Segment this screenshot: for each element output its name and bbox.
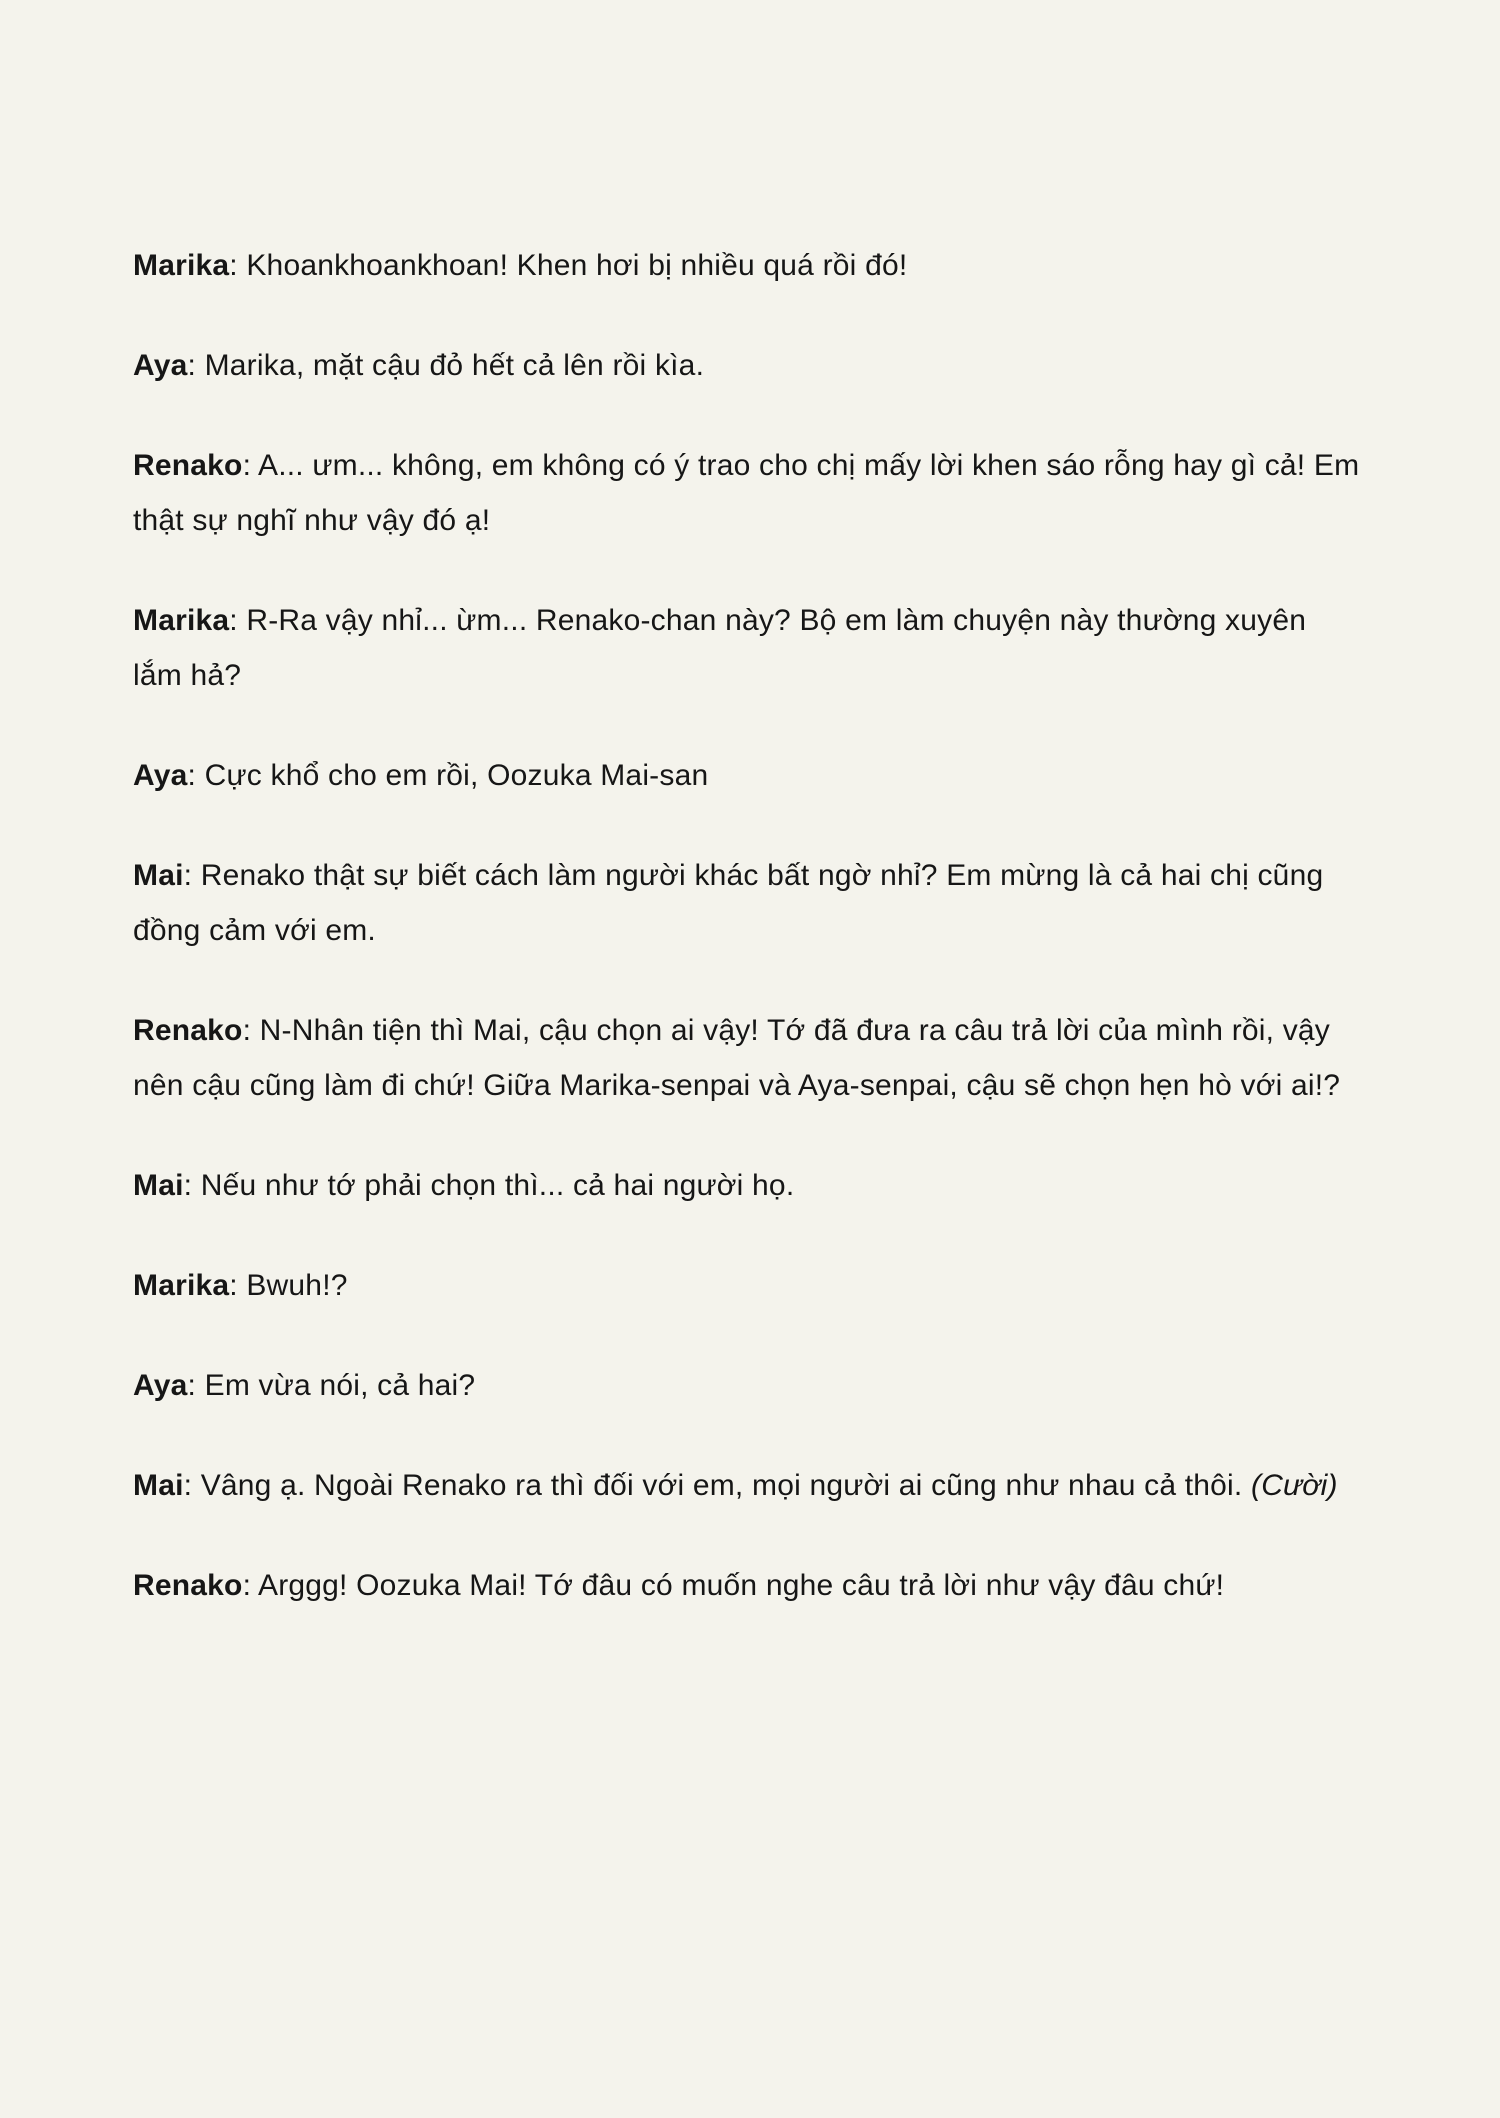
dialogue-text: A... ưm... không, em không có ý trao cho chị mấy lời khen sáo rỗng hay gì cả! Em thật sự nghĩ như vậy đó ạ!	[133, 449, 1360, 537]
speaker-name: Renako	[133, 1014, 243, 1047]
dialogue-text: Renako thật sự biết cách làm người khác bất ngờ nhỉ? Em mừng là cả hai chị cũng đồng cảm với em.	[133, 859, 1324, 947]
dialogue-line	[133, 1003, 1360, 1113]
dialogue-text: Khoankhoankhoan! Khen hơi bị nhiều quá rồi đó!	[246, 249, 908, 282]
dialogue-line	[133, 748, 1360, 803]
dialogue-line	[133, 338, 1360, 393]
speaker-name: Marika	[133, 604, 230, 637]
speaker-separator: :	[183, 859, 201, 892]
speaker-name: Aya	[133, 349, 188, 382]
speaker-name: Marika	[133, 1269, 230, 1302]
speaker-name: Renako	[133, 1569, 243, 1602]
speaker-separator: :	[187, 1369, 205, 1402]
speaker-separator: :	[183, 1169, 201, 1202]
speaker-separator: :	[229, 249, 247, 282]
speaker-name: Mai	[133, 1469, 184, 1502]
dialogue-text: Vâng ạ. Ngoài Renako ra thì đối với em, mọi người ai cũng như nhau cả thôi.	[200, 1469, 1251, 1502]
dialogue-text: Bwuh!?	[246, 1269, 348, 1302]
speaker-name: Aya	[133, 759, 188, 792]
dialogue-text: Nếu như tớ phải chọn thì... cả hai người họ.	[200, 1169, 795, 1202]
dialogue-line	[133, 1358, 1360, 1413]
dialogue-line	[133, 238, 1360, 293]
dialogue-line	[133, 438, 1360, 548]
dialogue-text: N-Nhân tiện thì Mai, cậu chọn ai vậy! Tớ đã đưa ra câu trả lời của mình rồi, vậy nên cậu cũng làm đi chứ! Giữa Marika-senpai và Aya-senpai, cậu sẽ chọn hẹn hò với ai!?	[133, 1014, 1341, 1102]
dialogue-line	[133, 1258, 1360, 1313]
speaker-separator: :	[183, 1469, 201, 1502]
dialogue-line	[133, 1558, 1360, 1613]
dialogue-text: R-Ra vậy nhỉ... ừm... Renako-chan này? Bộ em làm chuyện này thường xuyên lắm hả?	[133, 604, 1307, 692]
dialogue-line	[133, 593, 1360, 703]
dialogue-transcript	[133, 238, 1360, 1613]
speaker-separator: :	[187, 349, 205, 382]
speaker-name: Renako	[133, 449, 243, 482]
stage-direction: (Cười)	[1251, 1469, 1338, 1502]
speaker-name: Marika	[133, 249, 230, 282]
speaker-name: Aya	[133, 1369, 188, 1402]
speaker-separator: :	[242, 1014, 260, 1047]
speaker-separator: :	[229, 1269, 247, 1302]
dialogue-text: Cực khổ cho em rồi, Oozuka Mai-san	[204, 759, 709, 792]
dialogue-line	[133, 848, 1360, 958]
speaker-separator: :	[229, 604, 247, 637]
speaker-separator: :	[242, 1569, 258, 1602]
dialogue-line	[133, 1458, 1360, 1513]
dialogue-text: Marika, mặt cậu đỏ hết cả lên rồi kìa.	[204, 349, 705, 382]
dialogue-text: Arggg! Oozuka Mai! Tớ đâu có muốn nghe câu trả lời như vậy đâu chứ!	[258, 1569, 1225, 1602]
speaker-separator: :	[187, 759, 205, 792]
speaker-separator: :	[242, 449, 258, 482]
speaker-name: Mai	[133, 1169, 184, 1202]
dialogue-text: Em vừa nói, cả hai?	[204, 1369, 476, 1402]
dialogue-line	[133, 1158, 1360, 1213]
speaker-name: Mai	[133, 859, 184, 892]
